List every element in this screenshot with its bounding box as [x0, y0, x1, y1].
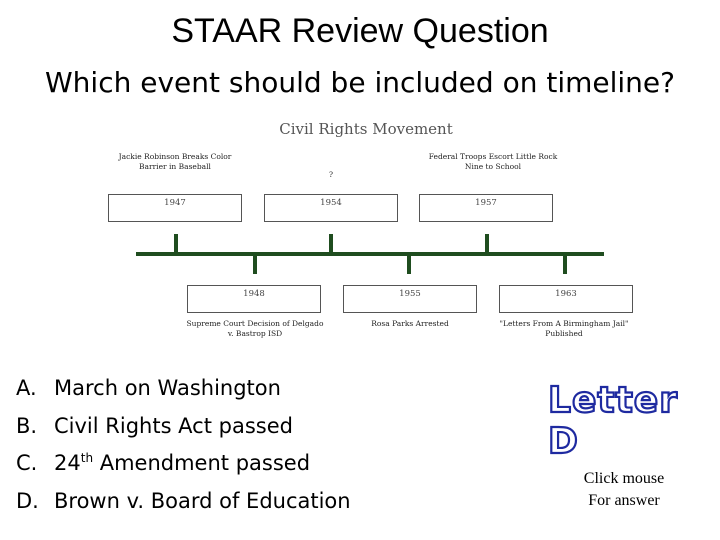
choice-letter: B. [16, 413, 38, 438]
choice-letter: D. [16, 488, 39, 513]
answer-reveal: Letter D [548, 380, 678, 462]
choice-text: Brown v. Board of Education [54, 488, 351, 513]
timeline-label-1963 [489, 319, 639, 339]
year-box-1957: 1957 [419, 194, 553, 222]
choice-text: March on Washington [54, 376, 281, 400]
choice-text: Civil Rights Act passed [54, 413, 293, 438]
hint-line: For answer [588, 492, 660, 509]
label-line: ? [328, 170, 334, 179]
label-line: Supreme Court Decision of Delgado [186, 319, 324, 328]
choice-b[interactable] [16, 408, 416, 446]
choice-text-rest: Amendment passed [93, 451, 311, 475]
timeline-tick [174, 234, 178, 252]
year-box-1947: 1947 [108, 194, 242, 222]
label-line: Jackie Robinson Breaks Color [118, 152, 232, 161]
timeline-tick [407, 256, 411, 274]
question-text: Which event should be included on timeline? [44, 66, 675, 99]
answer-choices [16, 370, 416, 520]
choice-a[interactable] [16, 370, 416, 408]
choice-text-number: 24 [54, 451, 81, 475]
label-line: Rosa Parks Arrested [371, 319, 449, 328]
year-box-1954: 1954 [264, 194, 398, 222]
choice-text [54, 445, 310, 483]
label-line: Federal Troops Escort Little Rock [428, 152, 558, 161]
choice-d[interactable] [16, 483, 416, 521]
timeline-tick [329, 234, 333, 252]
timeline-label-1955 [343, 319, 477, 329]
click-hint[interactable] [560, 468, 688, 512]
timeline-tick [253, 256, 257, 274]
timeline-title: Civil Rights Movement [279, 120, 453, 138]
choice-c[interactable] [16, 445, 416, 483]
hint-line: Click mouse [583, 470, 665, 487]
year-box-1963: 1963 [499, 285, 633, 313]
timeline-label-1947 [100, 152, 250, 172]
label-line: v. Bastrop ISD [227, 329, 283, 338]
label-line: Barrier in Baseball [139, 162, 211, 171]
timeline-figure [96, 112, 636, 352]
slide-title: STAAR Review Question [171, 12, 549, 50]
year-box-1955: 1955 [343, 285, 477, 313]
label-line: Nine to School [464, 162, 522, 171]
choice-text-superscript: th [80, 451, 94, 465]
timeline-label-1957 [408, 152, 578, 172]
timeline-tick [563, 256, 567, 274]
year-box-1948: 1948 [187, 285, 321, 313]
choice-letter: A. [16, 376, 37, 400]
timeline-label-1954 [264, 170, 398, 180]
timeline-axis [136, 252, 604, 256]
choice-letter: C. [16, 451, 38, 475]
label-line: Published [545, 329, 583, 338]
timeline-tick [485, 234, 489, 252]
label-line: "Letters From A Birmingham Jail" [499, 319, 629, 328]
timeline-label-1948 [180, 319, 330, 339]
